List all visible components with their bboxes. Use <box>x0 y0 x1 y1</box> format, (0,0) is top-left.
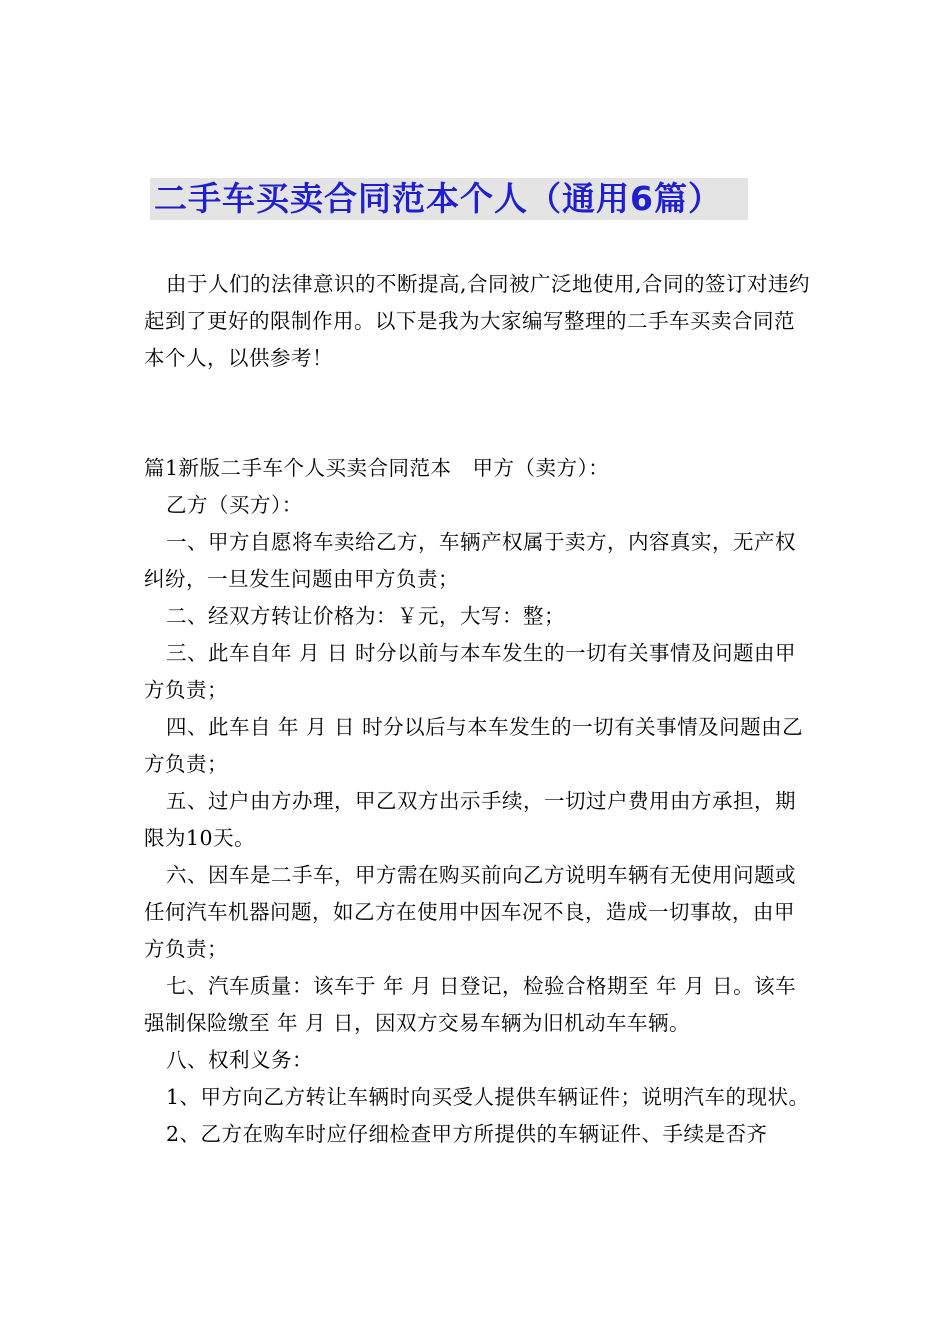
sub-clause-1: 1、甲方向乙方转让车辆时向买受人提供车辆证件；说明汽车的现状。 <box>166 1085 810 1109</box>
section-heading: 篇1新版二手车个人买卖合同范本 甲方（卖方）： <box>144 456 610 480</box>
clause-4: 四、此车自 年 月 日 时分以后与本车发生的一切有关事情及问题由乙方负责； <box>144 715 804 776</box>
intro-paragraph: 由于人们的法律意识的不断提高,合同被广泛地使用,合同的签订对违约起到了更好的限制作用。以下是我为大家编写整理的二手车买卖合同范本个人，以供参考！ <box>144 272 811 370</box>
clause-6: 六、因车是二手车，甲方需在购买前向乙方说明车辆有无使用问题或任何汽车机器问题，如乙方在使用中因车况不良，造成一切事故，由甲方负责； <box>144 863 796 961</box>
contract-body <box>144 450 814 1153</box>
clause-8: 八、权利义务： <box>166 1048 313 1072</box>
clause-5: 五、过户由方办理，甲乙双方出示手续，一切过户费用由方承担，期限为10天。 <box>144 789 796 850</box>
intro-section <box>144 266 814 377</box>
clause-1: 一、甲方自愿将车卖给乙方，车辆产权属于卖方，内容真实，无产权纠纷，一旦发生问题由甲方负责； <box>144 530 796 591</box>
sub-clause-2: 2、乙方在购车时应仔细检查甲方所提供的车辆证件、手续是否齐 <box>166 1122 768 1146</box>
document-title: 二手车买卖合同范本个人（通用6篇） <box>150 178 748 220</box>
party-b-line: 乙方（买方）： <box>166 493 303 517</box>
clause-2: 二、经双方转让价格为：￥元，大写：整； <box>166 604 565 628</box>
clause-7: 七、汽车质量：该车于 年 月 日登记，检验合格期至 年 月 日。该车强制保险缴至 年 月 日，因双方交易车辆为旧机动车车辆。 <box>144 974 797 1035</box>
clause-3: 三、此车自年 月 日 时分以前与本车发生的一切有关事情及问题由甲方负责； <box>144 641 797 702</box>
